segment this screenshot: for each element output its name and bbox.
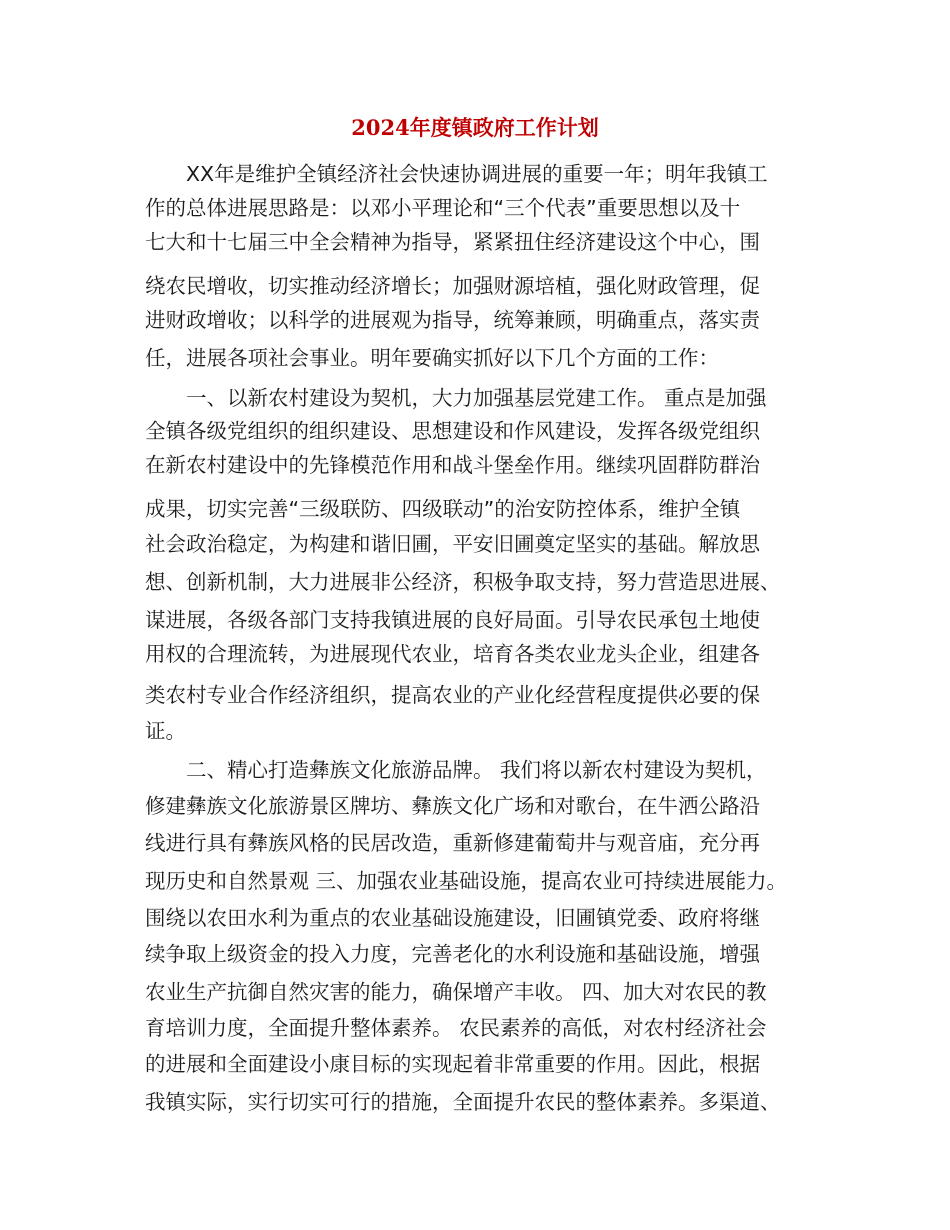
body-line: 全镇各级党组织的组织建设、思想建设和作风建设，发挥各级党组织 [145,419,760,443]
body-line: 类农村专业合作经济组织，提高农业的产业化经营程度提供必要的保 [145,683,760,707]
body-line: 社会政治稳定，为构建和谐旧圃，平安旧圃奠定坚实的基础。解放思 [145,532,760,556]
body-line: 二、精心打造彝族文化旅游品牌。 我们将以新农村建设为契机， [186,758,767,782]
body-line: 谋进展，各级各部门支持我镇进展的良好局面。引导农民承包土地使 [145,608,760,632]
body-line: 绕农民增收，切实推动经济增长；加强财源培植，强化财政管理，促 [145,274,760,298]
body-line: 用权的合理流转，为进展现代农业，培育各类农业龙头企业，组建各 [145,642,760,666]
body-line: 一、以新农村建设为契机，大力加强基层党建工作。 重点是加强 [186,386,767,410]
body-line: 线进行具有彝族风格的民居改造，重新修建葡萄井与观音庙，充分再 [145,831,760,855]
body-line: 续争取上级资金的投入力度，完善老化的水利设施和基础设施，增强 [145,942,760,966]
body-line: 在新农村建设中的先锋模范作用和战斗堡垒作用。继续巩固群防群治 [145,453,760,477]
document-title: 2024年度镇政府工作计划 [351,115,599,140]
body-line: 农业生产抗御自然灾害的能力，确保增产丰收。 四、加大对农民的教 [145,980,767,1004]
body-line: 想、创新机制，大力进展非公经济，积极争取支持，努力营造思进展、 [145,570,781,594]
body-line: XX年是维护全镇经济社会快速协调进展的重要一年；明年我镇工 [186,162,768,186]
body-line: 七大和十七届三中全会精神为指导，紧紧扭住经济建设这个中心，围 [145,230,760,254]
body-line: 修建彝族文化旅游景区牌坊、彝族文化广场和对歌台，在牛洒公路沿 [145,794,760,818]
body-line: 作的总体进展思路是：以邓小平理论和“三个代表”重要思想以及十 [145,196,741,220]
body-line: 证。 [145,719,186,743]
body-line: 进财政增收；以科学的进展观为指导，统筹兼顾，明确重点，落实责 [145,308,760,332]
body-line: 任，进展各项社会事业。明年要确实抓好以下几个方面的工作： [145,346,719,370]
body-line: 成果，切实完善“三级联防、四级联动”的治安防控体系，维护全镇 [145,497,741,521]
body-line: 我镇实际，实行切实可行的措施，全面提升农民的整体素养。多渠道、 [145,1090,781,1114]
body-line: 现历史和自然景观 三、加强农业基础设施，提高农业可持续进展能力。 [145,869,788,893]
body-line: 围绕以农田水利为重点的农业基础设施建设，旧圃镇党委、政府将继 [145,906,760,930]
body-line: 的进展和全面建设小康目标的实现起着非常重要的作用。因此，根据 [145,1052,760,1076]
body-line: 育培训力度，全面提升整体素养。 农民素养的高低，对农村经济社会 [145,1016,767,1040]
